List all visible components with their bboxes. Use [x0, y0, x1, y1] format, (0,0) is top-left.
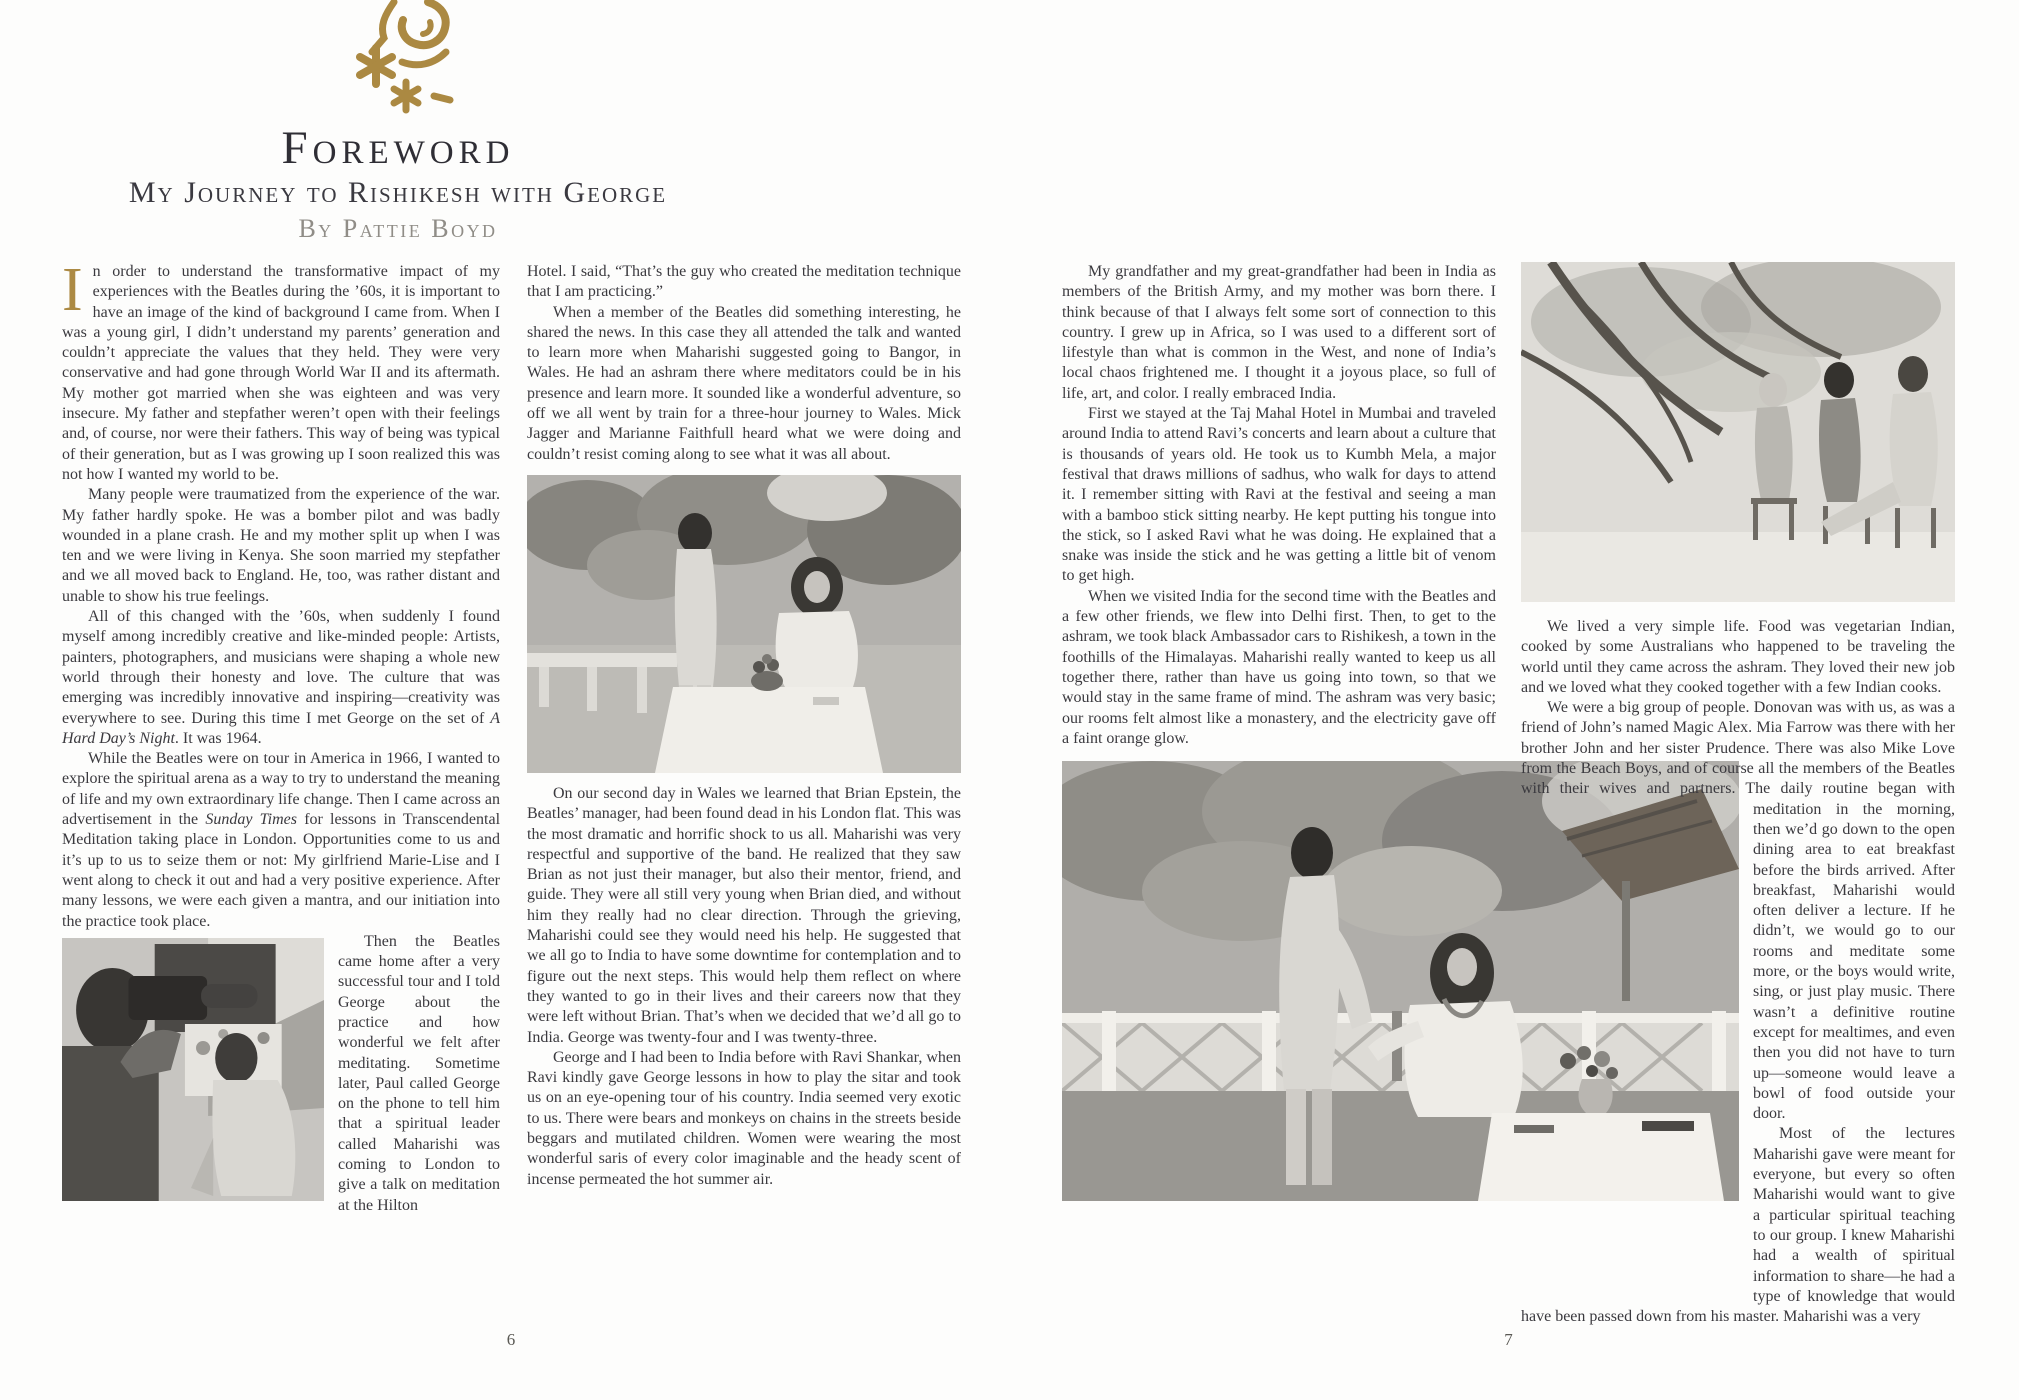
paragraph: Most of the lectures Maharishi gave were meant for everyone, but every so often Maharishi would want to give a particular spiritual teaching to our group. I knew Maharishi had a wealth of spiritual information to share—he had a type of knowledge that would have been passed down from his master. Maharishi was a very [1521, 1125, 1955, 1326]
page-subtitle: My Journey to Rishikesh with George [128, 176, 668, 210]
paragraph [62, 256, 500, 485]
drop-cap: I [62, 256, 83, 324]
paragraph: Many people were traumatized from the experience of the war. My father hardly spoke. He was a bomber pilot and was badly wounded in a plane crash. He and my mother split up when I was ten and we were living in Kenya. She soon married my stepfather and we all moved back to England. He, too, was rather distant and unable to show his true feelings. [62, 486, 500, 605]
paragraph: Then the Beatles came home after a very successful tour and I told George about the practice and how wonderful we felt after meditating. Sometime later, Paul called George on the phone to tell him that a spiritual leader called Maharishi was coming to London to give a talk on meditation at the Hilton [338, 932, 500, 1214]
paragraph-text: All of this changed with the ’60s, when suddenly I found myself among incredibly creative and like-minded people: Artists, painters, photographers, and musicians were shaping a whole new world through their honesty and love. The culture that was emerging was incredibly innovative and inspiring—creativity was everywhere to see. During this time I met George on the set of [62, 608, 500, 727]
paragraph-text: n order to understand the transformative impact of my experiences with the Beatles during the ’60s, it is important to have an image of the kind of background I came from. When I was a young girl, I didn’t understand my parents’ generation and couldn’t appreciate the values that they held. They were very conservative and had gone through World War II and its aftermath. My mother got married when she was eighteen and was very insecure. My father and stepfather weren’t open with their feelings and, of course, nor were their fathers. This way of being was typical of their generation, but as I was growing up I soon realized this was not how I wanted my world to be. [62, 263, 500, 483]
photo-garden-chairs [1521, 262, 1955, 602]
paragraph [62, 749, 500, 932]
paragraph: We lived a very simple life. Food was vegetarian Indian, cooked by some Australians who happened to be traveling the world until they came across the ashram. They loved their new job and we loved what they cooked together with a few Indian cooks. [1521, 618, 1955, 696]
paragraph: When a member of the Beatles did something interesting, he shared the news. In this case they all attended the talk and wanted to learn more when Maharishi suggested going to Bangor, in Wales. He had an ashram there where meditators could be in his presence and learn more. It sounded like a wonderful adventure, so off we all went by train for a three-hour journey to Wales. Mick Jagger and Marianne Faithfull heard what we were doing and couldn’t resist coming along to see what it was all about. [527, 303, 961, 463]
paragraph: On our second day in Wales we learned that Brian Epstein, the Beatles’ manager, had been found dead in his London flat. This was the most dramatic and horrific shock to us all. Maharishi was very respectful and supportive of the band. He realized that they saw Brian as not just their manager, but also their mentor, friend, and guide. They were all still very young when Brian died, and without him they really had no clear direction. Through the grieving, Maharishi could see they would need his help. He suggested that we all go to India to have some downtime for contemplation and to figure out the next steps. This would help them reflect on where they wanted to go in their lives and their careers now that they were left without Brian. That’s when we decided that we’d all go to India. George was twenty-four and I was twenty-three. [527, 784, 961, 1046]
book-title-italic: A Hard Day’s Night [62, 709, 500, 747]
byline: By Pattie Boyd [298, 214, 498, 244]
paragraph: Hotel. I said, “That’s the guy who created the meditation technique that I am practicing.” [527, 263, 961, 301]
paragraph [62, 607, 500, 749]
paragraph-text: with meditation in the morning, then we’d go down to the open dining area to eat breakfast before the birds arrived. After breakfast, Maharishi would often deliver a lecture. If he didn’t, we would go to our rooms and meditate some more, or the boys would write, sing, or just play music. There wasn’t a definitive routine except for mealtimes, and even then you did not have to turn up—someone would leave a bowl of food outside your door. [1753, 780, 1955, 1123]
page-number-left: 6 [506, 1330, 516, 1349]
photo-film-camera [62, 938, 324, 1201]
left-page-column-2 [527, 262, 961, 1190]
page-title: Foreword [281, 122, 515, 174]
newspaper-title-italic: Sunday Times [205, 811, 297, 829]
paragraph: My grandfather and my great-grandfather had been in India as members of the British Army, and my mother was born there. I think because of that I always felt some sort of connection to this country. I grew up in Africa, so I was used to a different sort of lifestyle than what is common in the West, and none of India’s local chaos frightened me. I thought it a joyous place, so full of life, art, and color. I really embraced India. [1062, 263, 1496, 402]
paragraph-text: for lessons in Transcendental Meditation taking place in London. Opportunities come to us and it’s up to us to seize them or not: My girlfriend Marie-Lise and I went along to check it out and had a very positive experience. After many lessons, we were each given a mantra, and our initiation into the practice took place. [62, 811, 501, 930]
paragraph: George and I had been to India before with Ravi Shankar, when Ravi kindly gave George lessons in how to play the sitar and took us on an eye-opening tour of his country. India seemed very exotic to us. There were bears and monkeys on chains in the streets beside beggars and mutilated children. Women were wearing the most wonderful saris of every color imaginable and the heady scent of incense permeated the hot summer air. [527, 1048, 961, 1188]
photo-wrap-spacer [1521, 800, 1753, 1300]
paragraph: First we stayed at the Taj Mahal Hotel in Mumbai and traveled around India to attend Ravi’s concerts and learn about a culture that is thousands of years old. He took us to Kumbh Mela, a major festival that draws millions of sadhus, who walk for days to attend it. I remember sitting with Ravi at the festival and seeing a man with a bamboo stick sitting nearby. He kept putting his tongue into the stick, so I asked Ravi what he was doing. He explained that a snake was inside the stick and he was getting a little bit of venom to get high. [1062, 405, 1496, 585]
paragraph-text: While the Beatles were on tour in America in 1966, I wanted to explore the spiritual arena as a way to try to understand the meaning of life and my own extraordinary life change. Then I came across an advertisement in the [62, 750, 500, 829]
left-page-column-1 [62, 256, 501, 1216]
paragraph-text: We were a big group of people. Donovan was with us, as was a friend of John’s named Magic Alex. Mia Farrow was there with her brother John and her sister Prudence. There was also Mike Love from the Beach Boys, and of course all the members of the Beatles with their wives and partners. The daily routine began [1521, 699, 1955, 798]
right-page-column-2 [1521, 262, 1955, 1327]
chapter-header [58, 0, 738, 244]
photo-wales-talk [527, 475, 961, 773]
right-page-column-1 [1062, 262, 1496, 1201]
paragraph [1521, 698, 1955, 1124]
paragraph: When we visited India for the second time with the Beatles and a few other friends, we flew into Delhi first. Then, to get to the ashram, we took black Ambassador cars to Rishikesh, a town in the foothills of the Himalayas. Maharishi really wanted to keep us all together there, rather than have us going into town, so that we would stay in the same frame of mind. The ashram was very basic; our rooms felt almost like a monastery, and the electricity gave off a faint orange glow. [1062, 587, 1496, 747]
gold-ornament-icon [342, 0, 454, 118]
page-number-right: 7 [1504, 1330, 1513, 1349]
paragraph-text: . It was 1964. [174, 729, 262, 747]
